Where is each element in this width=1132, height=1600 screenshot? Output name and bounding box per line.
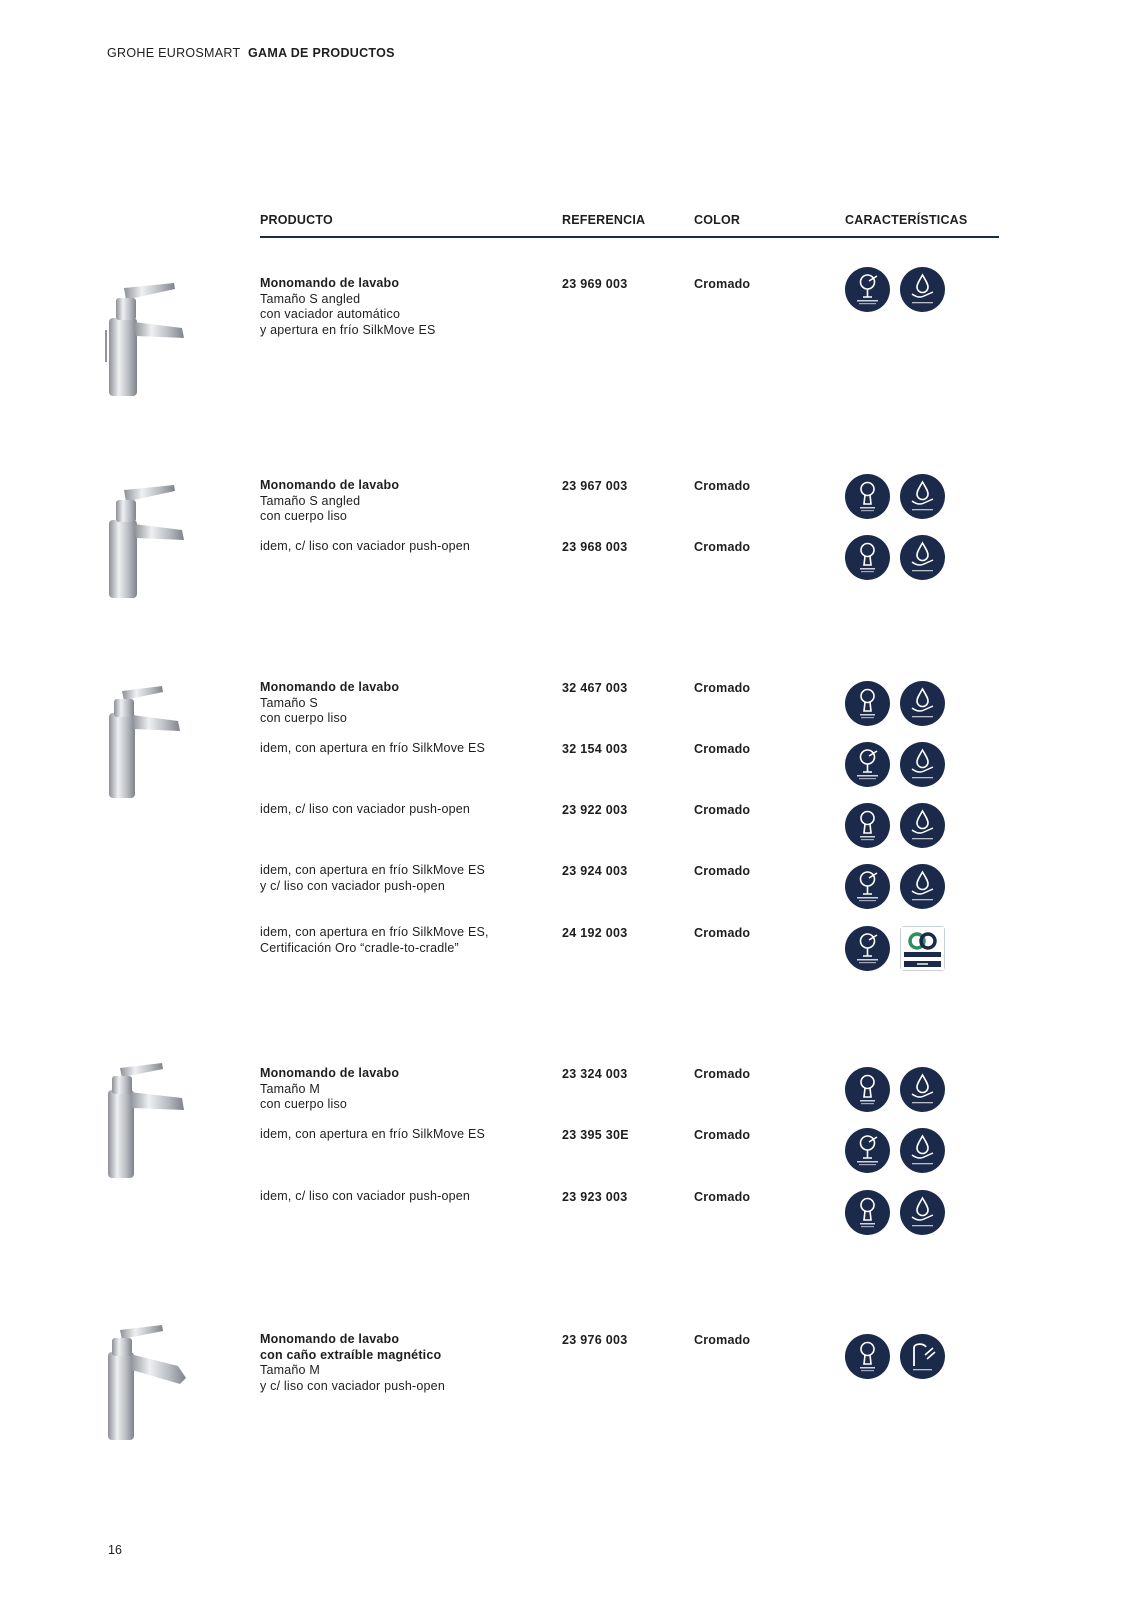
header-rule [260, 236, 999, 238]
water-saving-icon [900, 267, 945, 312]
product-line: Tamaño S angled [260, 493, 361, 508]
product-line: idem, con apertura en frío SilkMove ES [260, 741, 486, 755]
water-saving-icon [900, 742, 945, 787]
running-header [107, 46, 395, 60]
color-value: Cromado [694, 681, 751, 695]
product-title: Monomando de lavabo [260, 276, 400, 290]
product-line: idem, con apertura en frío SilkMove ES [260, 1127, 486, 1141]
column-header-product: PRODUCTO [260, 213, 333, 227]
water-saving-icon [900, 864, 945, 909]
color-value: Cromado [694, 742, 751, 756]
color-value: Cromado [694, 479, 751, 493]
product-description [260, 1127, 550, 1143]
product-description [260, 478, 550, 525]
column-header-color: COLOR [694, 213, 741, 227]
product-line: y apertura en frío SilkMove ES [260, 322, 436, 337]
product-description [260, 539, 550, 555]
color-value: Cromado [694, 277, 751, 291]
product-subtitle: con caño extraíble magnético [260, 1347, 442, 1362]
reference-number: 23 969 003 [562, 277, 628, 291]
page-number: 16 [108, 1543, 122, 1557]
product-description [260, 925, 550, 956]
product-line: idem, c/ liso con vaciador push-open [260, 1189, 471, 1203]
color-value: Cromado [694, 1190, 751, 1204]
reference-number: 32 467 003 [562, 681, 628, 695]
color-value: Cromado [694, 1128, 751, 1142]
reference-number: 23 324 003 [562, 1067, 628, 1081]
product-description [260, 741, 550, 757]
product-line: Tamaño S [260, 695, 318, 710]
keyhole-icon [845, 681, 890, 726]
section-title: GAMA DE PRODUCTOS [248, 46, 395, 60]
silkmove-es-icon [845, 864, 890, 909]
water-saving-icon [900, 803, 945, 848]
color-value: Cromado [694, 1333, 751, 1347]
product-description [260, 276, 550, 338]
product-title: Monomando de lavabo [260, 478, 400, 492]
product-description [260, 1189, 550, 1205]
product-title: Monomando de lavabo [260, 680, 400, 694]
faucet-image-s-angled-automatic [104, 280, 194, 400]
water-saving-icon [900, 681, 945, 726]
color-value: Cromado [694, 926, 751, 940]
product-line: con cuerpo liso [260, 509, 348, 523]
water-saving-icon [900, 1190, 945, 1235]
faucet-image-size-s [104, 683, 194, 803]
product-line: Certificación Oro “cradle-to-cradle” [260, 940, 459, 955]
reference-number: 23 924 003 [562, 864, 628, 878]
keyhole-icon [845, 803, 890, 848]
water-saving-icon [900, 535, 945, 580]
product-line: con cuerpo liso [260, 1097, 348, 1111]
reference-number: 23 968 003 [562, 540, 628, 554]
pull-out-spout-icon [900, 1334, 945, 1379]
water-saving-icon [900, 474, 945, 519]
product-line: Tamaño M [260, 1081, 320, 1096]
water-saving-icon [900, 1067, 945, 1112]
keyhole-icon [845, 474, 890, 519]
column-header-reference: REFERENCIA [562, 213, 646, 227]
product-line: y c/ liso con vaciador push-open [260, 878, 445, 893]
keyhole-icon [845, 1334, 890, 1379]
silkmove-es-icon [845, 742, 890, 787]
product-description [260, 802, 550, 818]
product-line: idem, c/ liso con vaciador push-open [260, 539, 471, 553]
reference-number: 23 976 003 [562, 1333, 628, 1347]
color-value: Cromado [694, 864, 751, 878]
product-line: con vaciador automático [260, 307, 401, 321]
product-title: Monomando de lavabo [260, 1332, 400, 1346]
product-description [260, 680, 550, 727]
faucet-image-size-m [104, 1060, 194, 1180]
water-saving-icon [900, 1128, 945, 1173]
product-description [260, 1332, 550, 1394]
faucet-image-pull-out-spout [104, 1322, 194, 1442]
product-line: idem, c/ liso con vaciador push-open [260, 802, 471, 816]
product-line: y c/ liso con vaciador push-open [260, 1378, 445, 1393]
color-value: Cromado [694, 803, 751, 817]
silkmove-es-icon [845, 267, 890, 312]
silkmove-es-icon [845, 1128, 890, 1173]
column-header-features: CARACTERÍSTICAS [845, 213, 968, 227]
product-description [260, 863, 550, 894]
reference-number: 24 192 003 [562, 926, 628, 940]
keyhole-icon [845, 1067, 890, 1112]
reference-number: 23 923 003 [562, 1190, 628, 1204]
color-value: Cromado [694, 540, 751, 554]
product-line: idem, con apertura en frío SilkMove ES [260, 863, 486, 877]
product-line: idem, con apertura en frío SilkMove ES, [260, 925, 489, 939]
reference-number: 23 922 003 [562, 803, 628, 817]
brand-name: GROHE EUROSMART [107, 46, 241, 60]
faucet-image-s-angled [104, 482, 194, 602]
reference-number: 32 154 003 [562, 742, 628, 756]
product-line: Tamaño M [260, 1363, 320, 1377]
product-description [260, 1066, 550, 1113]
reference-number: 23 967 003 [562, 479, 628, 493]
reference-number: 23 395 30E [562, 1128, 629, 1142]
product-line: con cuerpo liso [260, 711, 348, 725]
silkmove-es-icon [845, 926, 890, 971]
keyhole-icon [845, 535, 890, 580]
keyhole-icon [845, 1190, 890, 1235]
product-title: Monomando de lavabo [260, 1066, 400, 1080]
color-value: Cromado [694, 1067, 751, 1081]
product-line: Tamaño S angled [260, 291, 361, 306]
cradle-to-cradle-icon [900, 926, 945, 971]
